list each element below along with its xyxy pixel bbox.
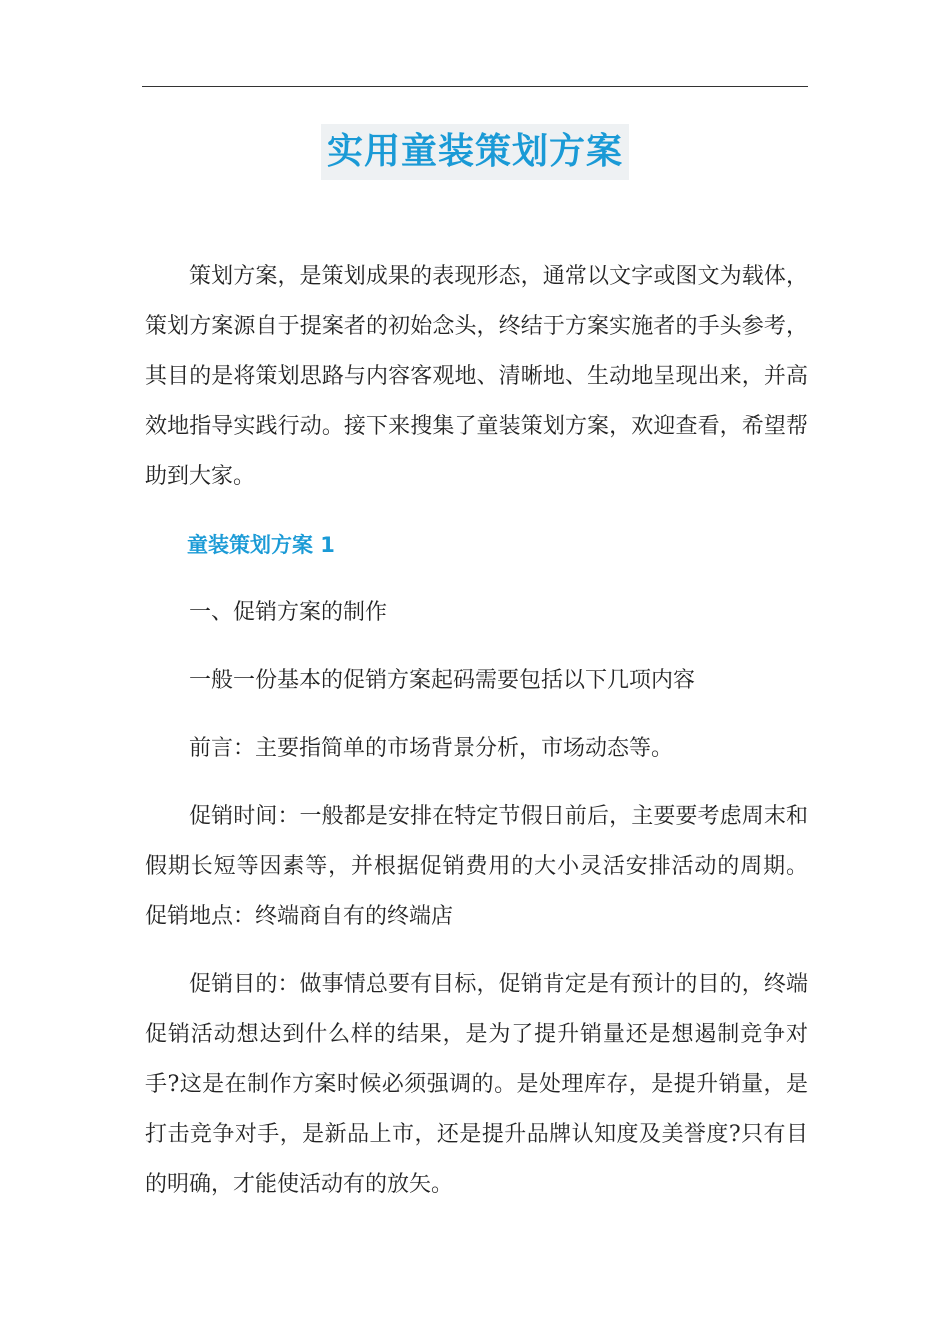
body-paragraph: 一般一份基本的促销方案起码需要包括以下几项内容 [189,668,696,693]
body-paragraph: 前言：主要指简单的市场背景分析，市场动态等。 [189,736,674,761]
body-paragraph: 一、促销方案的制作 [189,600,388,625]
intro-paragraph: 策划方案，是策划成果的表现形态，通常以文字或图文为载体，策划方案源自于提案者的初始念头，终结于方案实施者的手头参考，其目的是将策划思路与内容客观地、清晰地、生动地呈现出来，并高效地指导实践行动。接下来搜集了童装策划方案，欢迎查看，希望帮助到大家。 [145,264,808,489]
section-heading: 童装策划方案 1 [187,533,335,557]
title-container [0,124,950,180]
document-body [145,252,808,1210]
body-paragraph: 促销目的：做事情总要有目标，促销肯定是有预计的目的，终端促销活动想达到什么样的结果，是为了提升销量还是想遏制竞争对手?这是在制作方案时候必须强调的。是处理库存，是提升销量，是打击竞争对手，是新品上市，还是提升品牌认知度及美誉度?只有目的明确，才能使活动有的放矢。 [145,972,808,1197]
header-rule [142,86,808,87]
document-title: 实用童装策划方案 [321,124,629,180]
body-paragraph: 促销时间：一般都是安排在特定节假日前后，主要要考虑周末和假期长短等因素等，并根据促销费用的大小灵活安排活动的周期。 促销地点：终端商自有的终端店 [145,804,808,929]
